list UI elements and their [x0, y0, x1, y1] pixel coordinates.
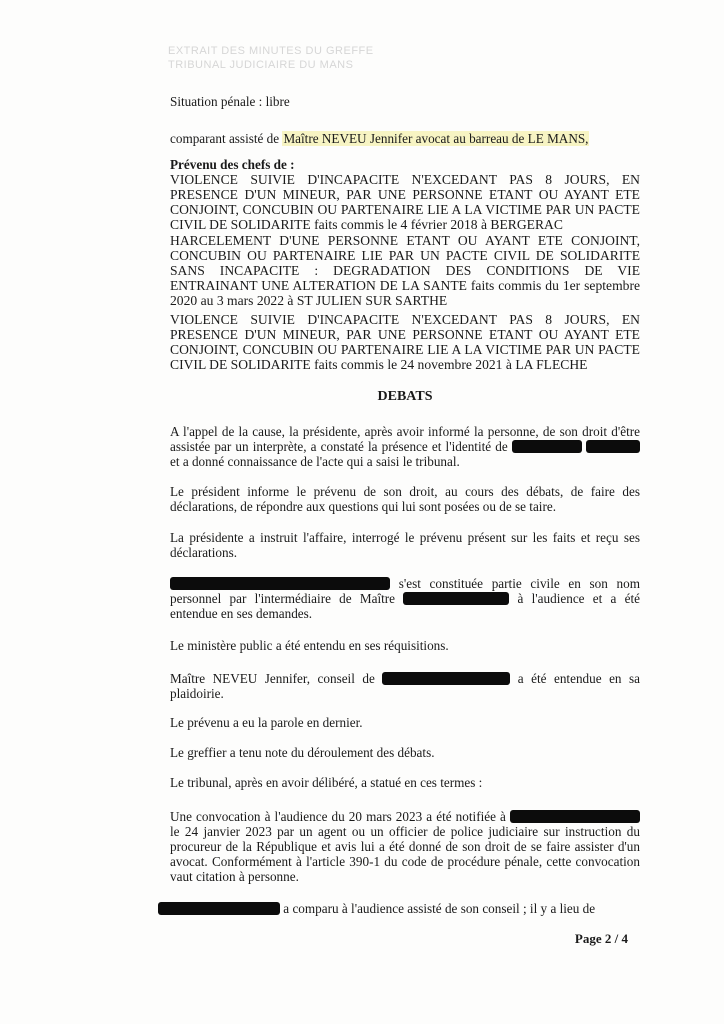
redaction-bar: [170, 577, 390, 590]
assistance-prefix: comparant assisté de: [170, 131, 283, 146]
redaction-bar: [510, 810, 640, 823]
redaction-bar: [382, 672, 510, 685]
assistance-line: [170, 131, 640, 146]
redaction-bar: [586, 440, 640, 453]
charge-2: HARCELEMENT D'UNE PERSONNE ETANT OU AYANT ETE CONJOINT, CONCUBIN OU PARTENAIRE LIE PAR UN PACTE CIVIL DE SOLIDARITE SANS INCAPACITE : DEGRADATION DES CONDITIONS DE VIE ENTRAINANT UNE ALTERATION DE LA SANTE faits commis du 1er septembre 2020 au 3 mars 2022 à ST JULIEN SUR SARTHE: [170, 233, 640, 309]
debats-para-7: Le prévenu a eu la parole en dernier.: [170, 715, 363, 730]
charges-heading: Prévenu des chefs de :: [170, 157, 295, 172]
page-number: Page 2 / 4: [574, 931, 628, 946]
debats-para-5: Le ministère public a été entendu en ses réquisitions.: [170, 638, 449, 653]
debats-para-9: Le tribunal, après en avoir délibéré, a statué en ces termes :: [170, 775, 483, 790]
debats-title: DEBATS: [377, 389, 433, 404]
debats-para-10: Une convocation à l'audience du 20 mars 2023 a été notifiée à le 24 janvier 2023 par un agent ou un officier de police judiciaire sur instruction du procureur de la République et avis lui a été donné de son droit de se faire assister d'un avocat. Conformément à l'article 390-1 du code de procédure pénale, cette convocation vaut citation à personne.: [170, 809, 640, 884]
debats-para-11: a comparu à l'audience assisté de son conseil ; il y a lieu de: [158, 901, 640, 916]
bleed-through-text: EXTRAIT DES MINUTES DU GREFFE TRIBUNAL JUDICIAIRE DU MANS: [168, 45, 374, 71]
redaction-bar: [512, 440, 582, 453]
lawyer-highlight: Maître NEVEU Jennifer avocat au barreau de LE MANS,: [283, 131, 589, 146]
debats-para-1: A l'appel de la cause, la présidente, après avoir informé la personne, de son droit d'être assistée par un interprète, a constaté la présence et l'identité de et a donné connaissance de l'acte qui a saisi le tribunal.: [170, 424, 640, 469]
charge-3: VIOLENCE SUIVIE D'INCAPACITE N'EXCEDANT PAS 8 JOURS, EN PRESENCE D'UN MINEUR, PAR UNE PERSONNE ETANT OU AYANT ETE CONJOINT, CONCUBIN OU PARTENAIRE LIE A LA VICTIME PAR UN PACTE CIVIL DE SOLIDARITE faits commis le 24 novembre 2021 à LA FLECHE: [170, 312, 640, 373]
debats-para-6: Maître NEVEU Jennifer, conseil de a été entendue en sa plaidoirie.: [170, 671, 640, 701]
debats-para-2: Le président informe le prévenu de son droit, au cours des débats, de faire des déclarations, de répondre aux questions qui lui sont posées ou de se taire.: [170, 484, 640, 514]
redaction-bar: [158, 902, 280, 915]
debats-para-4: s'est constituée partie civile en son nom personnel par l'intermédiaire de Maître à l'audience et a été entendue en ses demandes.: [170, 576, 641, 621]
situation-penale: Situation pénale : libre: [170, 94, 290, 109]
debats-para-3: La présidente a instruit l'affaire, interrogé le prévenu présent sur les faits et reçu ses déclarations.: [170, 530, 640, 560]
debats-para-8: Le greffier a tenu note du déroulement des débats.: [170, 745, 435, 760]
redaction-bar: [403, 592, 509, 605]
charge-1: VIOLENCE SUIVIE D'INCAPACITE N'EXCEDANT PAS 8 JOURS, EN PRESENCE D'UN MINEUR, PAR UNE PERSONNE ETANT OU AYANT ETE CONJOINT, CONCUBIN OU PARTENAIRE LIE A LA VICTIME PAR UN PACTE CIVIL DE SOLIDARITE faits commis le 4 février 2018 à BERGERAC: [170, 172, 640, 233]
